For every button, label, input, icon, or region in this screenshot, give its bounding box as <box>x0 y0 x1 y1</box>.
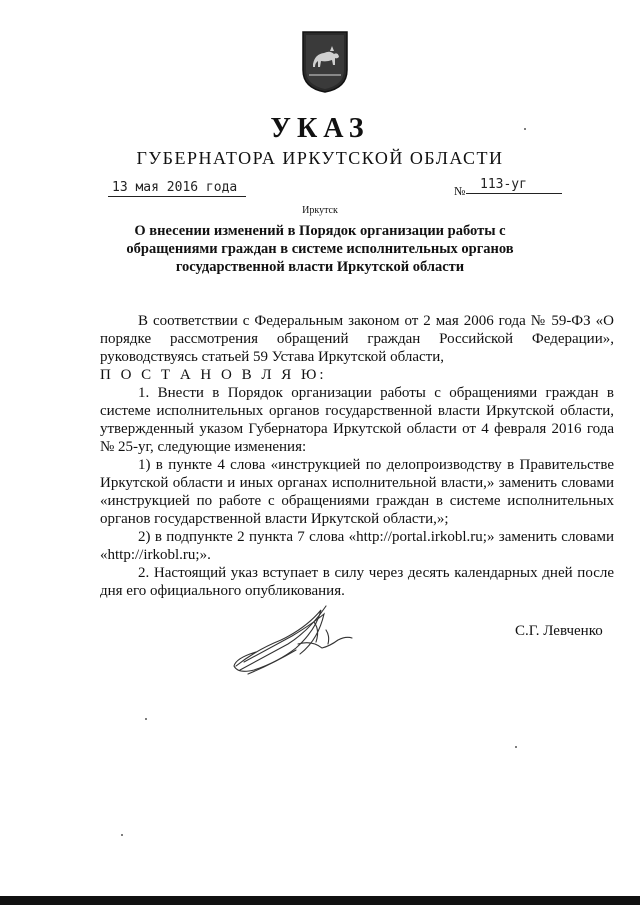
scan-speck <box>121 834 123 836</box>
scan-speck <box>145 718 147 720</box>
signature-icon <box>226 600 356 678</box>
subclause-1-paragraph: 1) в пункте 4 слова «инструкцией по делопроизводству в Правительстве Иркутской области и иных органах исполнительной власти,» заменить словами «инструкцией по работе с обращениями граждан в системе исполнительных органов государственной власти Иркутской области,»; <box>100 457 614 527</box>
document-number: 113-уг <box>466 177 562 194</box>
document-title: УКАЗ <box>270 113 370 144</box>
subclause-2-paragraph: 2) в подпункте 2 пункта 7 слова «http://portal.irkobl.ru;» заменить словами «http://irkobl.ru;». <box>100 529 614 563</box>
document-issuer: ГУБЕРНАТОРА ИРКУТСКОЙ ОБЛАСТИ <box>136 148 504 168</box>
document-body <box>100 312 614 600</box>
scan-speck <box>524 128 526 130</box>
preamble-paragraph: В соответствии с Федеральным законом от 2 мая 2006 года № 59-ФЗ «О порядке рассмотрения обращений граждан Российской Федерации», руководствуясь статьей 59 Устава Иркутской области, <box>100 313 614 365</box>
clause-1-paragraph: 1. Внести в Порядок организации работы с обращениями граждан в системе исполнительных органов государственной власти Иркутской области, утвержденный указом Губернатора Иркутской области от 4 февраля 2016 года № 25-уг, следующие изменения: <box>100 385 614 455</box>
scan-speck <box>515 746 517 748</box>
clause-2-paragraph: 2. Настоящий указ вступает в силу через десять календарных дней после дня его официального опубликования. <box>100 565 614 599</box>
coat-of-arms-icon <box>300 30 350 94</box>
document-heading: О внесении изменений в Порядок организации работы с обращениями граждан в системе исполнительных органов государственной власти Иркутской области <box>126 223 514 275</box>
number-label: № <box>454 184 466 198</box>
document-city: Иркутск <box>302 205 338 216</box>
scan-bottom-edge <box>0 896 640 905</box>
document-date: 13 мая 2016 года <box>108 180 246 197</box>
decree-word: П О С Т А Н О В Л Я Ю: <box>100 367 327 383</box>
signer-name: С.Г. Левченко <box>515 623 603 639</box>
